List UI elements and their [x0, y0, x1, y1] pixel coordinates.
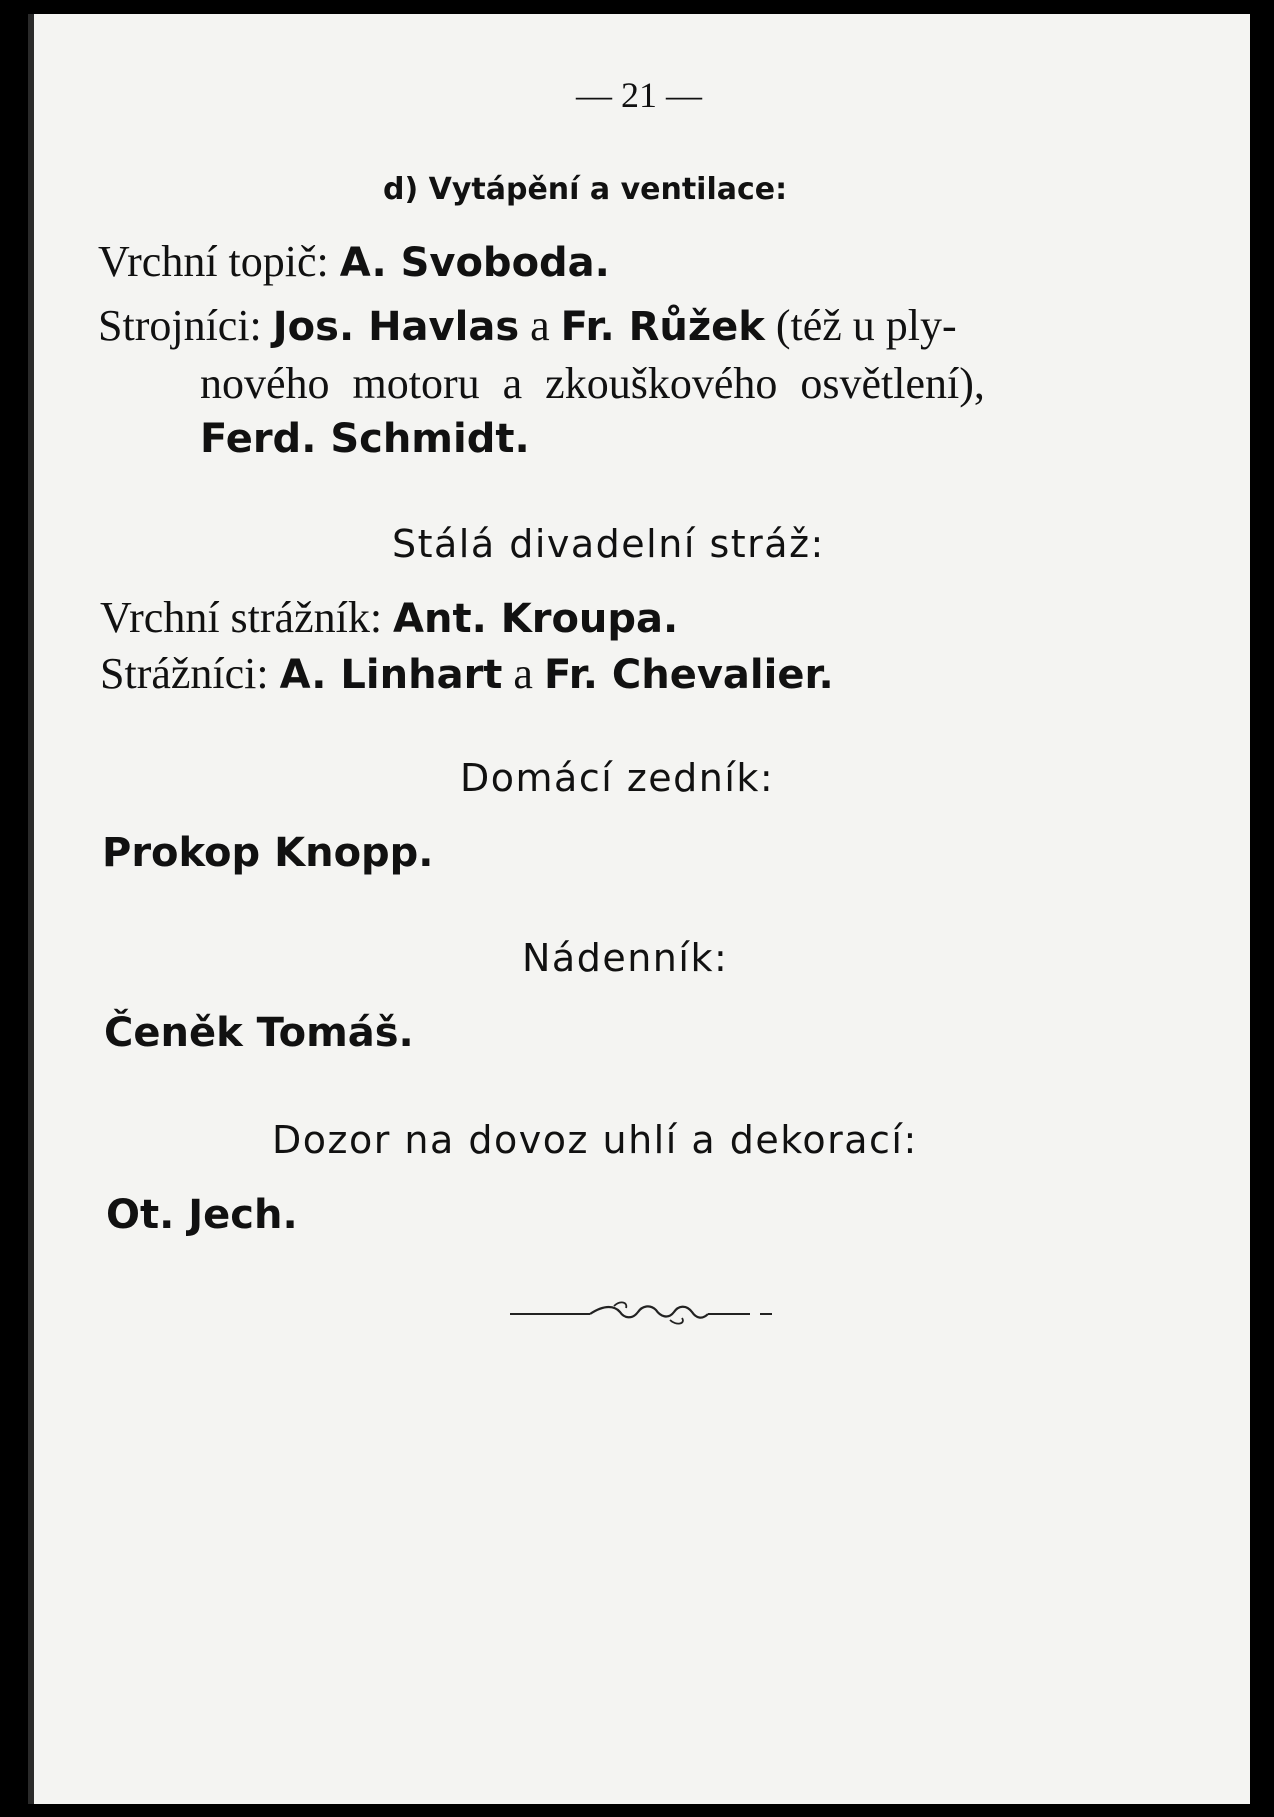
chief-guard-name: Ant. Kroupa.	[393, 596, 679, 642]
heating-line-2	[98, 300, 957, 351]
heating-line-3: nového motoru a zkouškového osvětlení),	[200, 359, 985, 408]
machinists-label: Strojníci:	[98, 301, 262, 350]
section-heading-mason: Domácí zedník:	[460, 756, 775, 800]
decorative-flourish-icon	[510, 1292, 810, 1336]
conjunction: a	[513, 649, 533, 698]
conjunction: a	[530, 301, 550, 350]
mason-name: Prokop Knopp.	[102, 830, 434, 876]
machinist-name-1: Jos. Havlas	[272, 304, 520, 350]
machinists-note: (též u ply-	[775, 301, 957, 350]
coal-supervisor-name: Ot. Jech.	[106, 1192, 298, 1238]
chief-guard-label: Vrchní strážník:	[100, 593, 383, 642]
heating-line-1	[98, 236, 610, 287]
machinist-name-2: Fr. Růžek	[560, 304, 765, 350]
section-heading-heating: d) Vytápění a ventilace:	[383, 172, 788, 207]
chief-stoker-label: Vrchní topič:	[98, 237, 329, 286]
page	[28, 14, 1250, 1804]
machinist-name-3: Ferd. Schmidt.	[200, 416, 530, 462]
guard-name-1: A. Linhart	[279, 652, 503, 698]
guard-line-2	[100, 648, 834, 699]
guards-label: Strážníci:	[100, 649, 269, 698]
laborer-name: Čeněk Tomáš.	[104, 1010, 414, 1056]
page-number: — 21 —	[576, 75, 702, 115]
section-heading-guard: Stálá divadelní stráž:	[392, 522, 825, 566]
section-heading-coal: Dozor na dovoz uhlí a dekorací:	[272, 1118, 918, 1162]
guard-line-1	[100, 592, 678, 643]
chief-stoker-name: A. Svoboda.	[339, 240, 610, 286]
guard-name-2: Fr. Chevalier.	[543, 652, 834, 698]
section-heading-laborer: Nádenník:	[522, 936, 729, 980]
